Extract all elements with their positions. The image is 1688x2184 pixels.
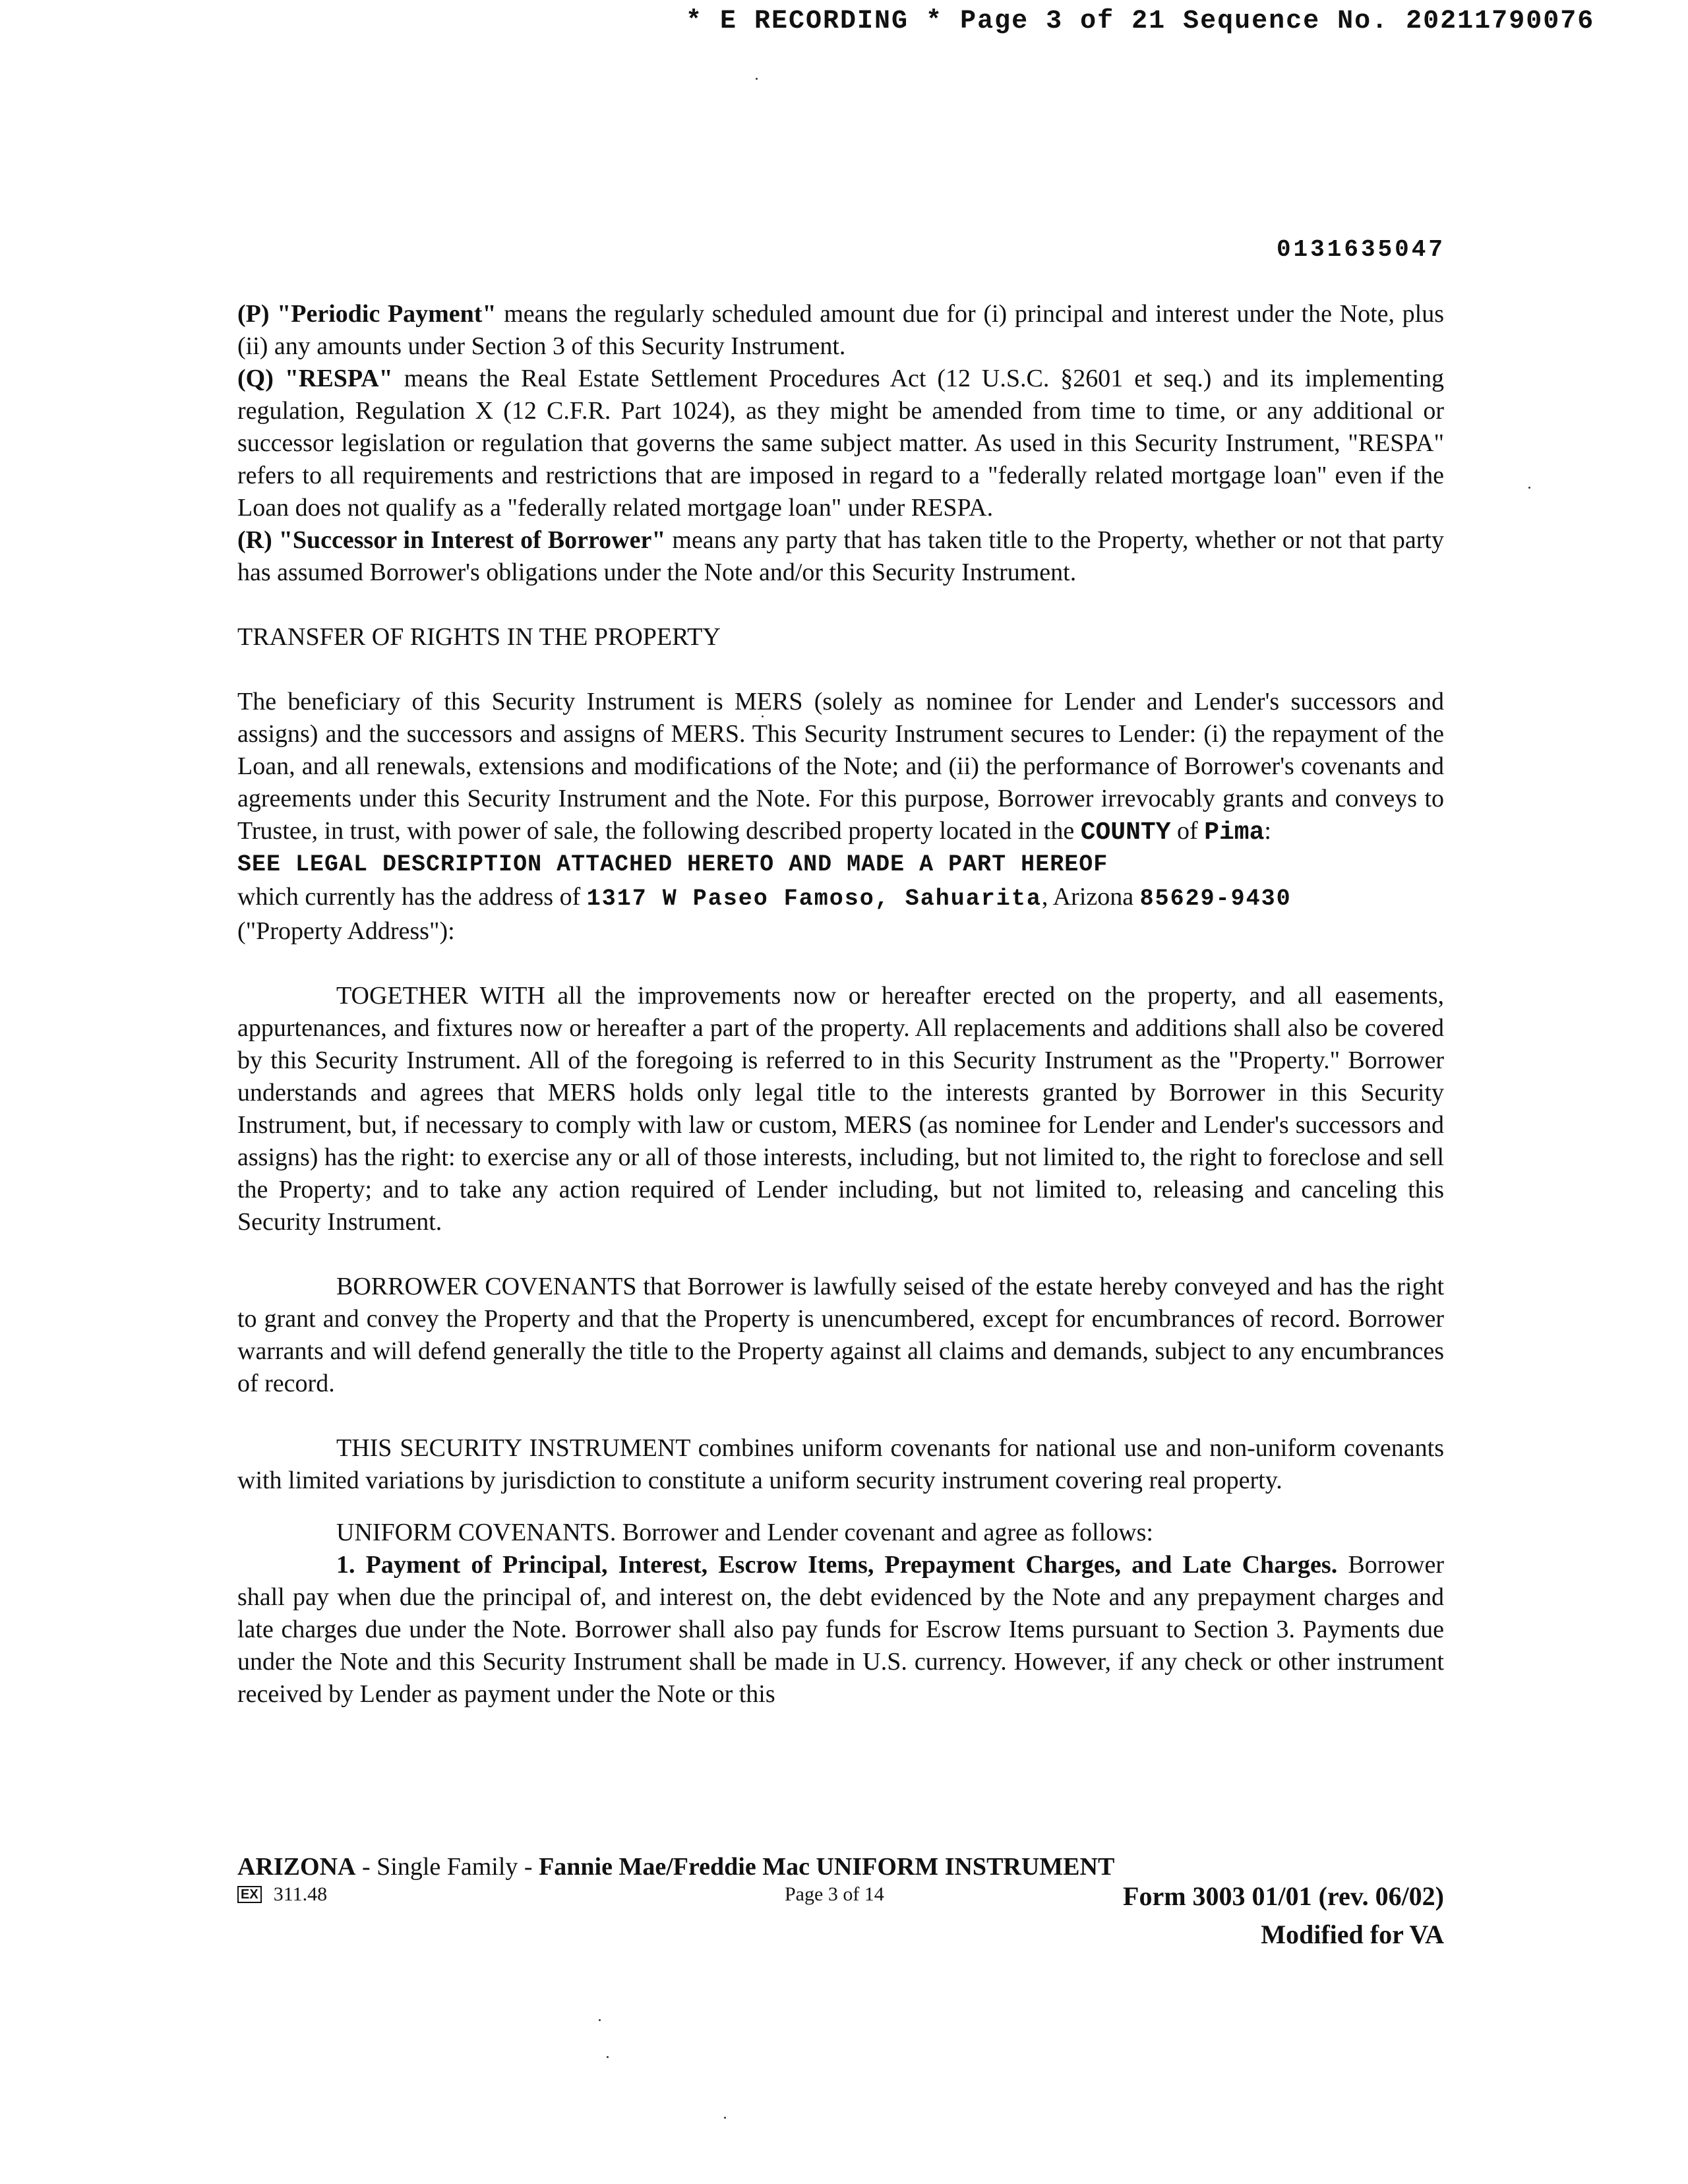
footer-instrument-title: Fannie Mae/Freddie Mac UNIFORM INSTRUMENT	[539, 1853, 1115, 1881]
footer-form-code: 311.48	[273, 1883, 328, 1905]
definition-r-term: "Successor in Interest of Borrower"	[278, 526, 666, 554]
footer-state: ARIZONA	[237, 1853, 356, 1881]
definition-q	[237, 363, 1444, 524]
definition-r-text: means any party that has taken title to the Property, whether or not that party has assumed Borrower's obligations under the Note and/or this Security Instrument.	[237, 526, 1444, 586]
scan-speck	[1528, 487, 1530, 489]
uniform-covenants-paragraph: UNIFORM COVENANTS. Borrower and Lender covenant and agree as follows:	[336, 1519, 1153, 1546]
county-label: COUNTY	[1080, 818, 1171, 847]
transfer-text: The beneficiary of this Security Instrument is MERS (solely as nominee for Lender and Lender's successors and assigns) and the successors and assigns of MERS. This Security Instrument secures to Lender: (i) the repayment of the Loan, and all renewals, extensions and modifications of the Note; and (ii) the performance of Borrower's covenants and agreements under this Security Instrument and the Note. For this purpose, Borrower irrevocably grants and conveys to Trustee, in trust, with power of sale, the following described property located in the	[237, 688, 1444, 845]
footer-sep: - Single Family -	[355, 1853, 539, 1881]
address-prefix: which currently has the address of	[237, 883, 587, 911]
footer-instrument-line	[237, 1850, 1444, 1883]
address-state: , Arizona	[1041, 883, 1140, 911]
legal-description: SEE LEGAL DESCRIPTION ATTACHED HERETO AND MADE A PART HEREOF	[237, 851, 1108, 878]
ex-badge-icon: EX	[237, 1886, 262, 1903]
footer-form-line	[237, 1883, 1444, 1916]
section-1-title: 1. Payment of Principal, Interest, Escrow Items, Prepayment Charges, and Late Charges.	[336, 1551, 1338, 1579]
definition-p-text: means the regularly scheduled amount due for (i) principal and interest under the Note, plus (ii) any amounts under Section 3 of this Security Instrument.	[237, 300, 1444, 360]
scan-speck	[724, 2117, 726, 2119]
property-address-line	[237, 881, 1444, 915]
county-of: of	[1170, 817, 1205, 845]
definition-r	[237, 524, 1444, 589]
borrower-covenants-paragraph: BORROWER COVENANTS that Borrower is lawfully seised of the estate hereby conveyed and has the right to grant and convey the Property and that the Property is unencumbered, except for encumbrances of record. Borrower warrants and will defend generally the title to the Property against all claims and demands, subject to any encumbrances of record.	[237, 1273, 1444, 1397]
document-footer	[237, 1850, 1444, 1950]
security-instrument-paragraph: THIS SECURITY INSTRUMENT combines uniform covenants for national use and non-uniform covenants with limited variations by jurisdiction to constitute a uniform security instrument covering real property.	[237, 1434, 1444, 1494]
recording-header: * E RECORDING * Page 3 of 21 Sequence No. 20211790076	[686, 7, 1595, 36]
together-paragraph: TOGETHER WITH all the improvements now or hereafter erected on the property, and all easements, appurtenances, and fixtures now or hereafter a part of the property. All replacements and additions shall also be covered by this Security Instrument. All of the foregoing is referred to in this Security Instrument as the "Property." Borrower understands and agrees that MERS holds only legal title to the interests granted by Borrower in this Security Instrument, but, if necessary to comply with law or custom, MERS (as nominee for Lender and Lender's successors and assigns) has the right: to exercise any or all of those interests, including, but not limited to, the right to foreclose and sell the Property; and to take any action required of Lender including, but not limited to, releasing and canceling this Security Instrument.	[237, 982, 1444, 1236]
definition-p	[237, 298, 1444, 363]
scan-speck	[756, 78, 758, 80]
scan-speck	[762, 715, 764, 717]
address-zip: 85629-9430	[1139, 886, 1292, 912]
definition-q-letter: (Q)	[237, 365, 274, 392]
transfer-paragraph	[237, 686, 1444, 849]
definition-r-letter: (R)	[237, 526, 272, 554]
modified-for-va: Modified for VA	[1261, 1920, 1444, 1949]
transfer-heading: TRANSFER OF RIGHTS IN THE PROPERTY	[237, 623, 721, 651]
definition-p-letter: (P)	[237, 300, 270, 328]
address-street-city: 1317 W Paseo Famoso, Sahuarita	[586, 886, 1042, 912]
county-colon: :	[1264, 817, 1271, 845]
definition-p-term: "Periodic Payment"	[277, 300, 497, 328]
footer-form-code-group	[237, 1883, 327, 1906]
county-name: Pima	[1204, 818, 1265, 847]
section-1-text: Borrower shall pay when due the principal of, and interest on, the debt evidenced by the Note and any prepayment charges and late charges due under the Note. Borrower shall also pay funds for Escrow Items pursuant to Section 3. Payments due under the Note and this Security Instrument shall be made in U.S. currency. However, if any check or other instrument received by Lender as payment under the Note or this	[237, 1551, 1445, 1708]
document-body	[237, 298, 1444, 1711]
loan-number: 0131635047	[1276, 236, 1445, 263]
scan-speck	[599, 2019, 601, 2021]
definition-q-term: "RESPA"	[284, 365, 393, 392]
property-address-label: ("Property Address"):	[237, 917, 455, 945]
form-number: Form 3003 01/01 (rev. 06/02)	[1123, 1881, 1444, 1911]
page-number: Page 3 of 14	[785, 1883, 884, 1905]
definition-q-text: means the Real Estate Settlement Procedures Act (12 U.S.C. §2601 et seq.) and its implementing regulation, Regulation X (12 C.F.R. Part 1024), as they might be amended from time to time, or any additional or successor legislation or regulation that governs the same subject matter. As used in this Security Instrument, "RESPA" refers to all requirements and restrictions that are imposed in regard to a "federally related mortgage loan" even if the Loan does not qualify as a "federally related mortgage loan" under RESPA.	[237, 365, 1445, 522]
section-1-paragraph	[237, 1549, 1444, 1711]
scan-speck	[607, 2056, 609, 2058]
